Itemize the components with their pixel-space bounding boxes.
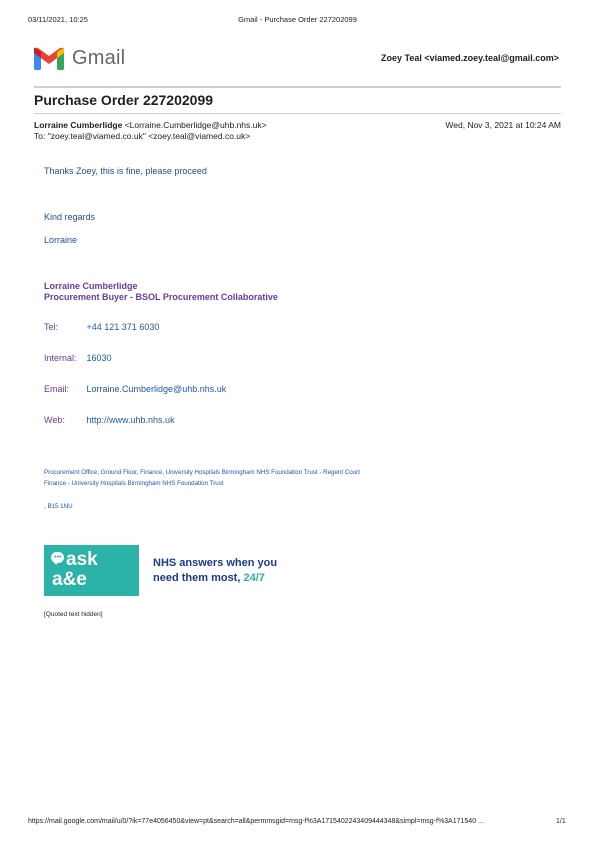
body-line-thanks: Thanks Zoey, this is fine, please proceed (44, 166, 207, 176)
header-divider (34, 86, 561, 88)
address-line-1: Procurement Office, Ground Floor, Finance, University Hospitals Birmingham NHS Foundation Trust - Regent Court (44, 469, 360, 476)
banner-message (139, 545, 314, 596)
banner-line-2-accent: 24/7 (243, 572, 265, 584)
web-label: Web: (44, 415, 65, 425)
quoted-text-toggle[interactable]: [Quoted text hidden] (44, 611, 103, 618)
signature-name: Lorraine Cumberlidge (44, 281, 138, 291)
internal-label: Internal: (44, 353, 77, 363)
email-label: Email: (44, 384, 70, 394)
signature-role: Procurement Buyer - BSOL Procurement Collaborative (44, 292, 278, 302)
web-link[interactable]: http://www.uhb.nhs.uk (86, 415, 175, 425)
email-subject: Purchase Order 227202099 (34, 92, 214, 108)
banner-teal-block (44, 545, 139, 596)
gmail-wordmark: Gmail (72, 46, 126, 69)
subject-divider (34, 113, 561, 114)
signature-tel (44, 322, 159, 332)
body-line-name: Lorraine (44, 235, 78, 245)
ask-ae-banner[interactable] (44, 545, 314, 596)
tel-value[interactable]: +44 121 371 6030 (86, 322, 160, 332)
account-label: Zoey Teal <viamed.zoey.teal@gmail.com> (380, 53, 559, 63)
banner-ae: a&e (52, 569, 87, 590)
signature-email (44, 384, 226, 394)
banner-line-2 (153, 572, 265, 584)
internal-value: 16030 (86, 353, 112, 363)
recipient-line: To: "zoey.teal@viamed.co.uk" <zoey.teal@viamed.co.uk> (34, 131, 251, 141)
print-url: https://mail.google.com/mail/u/0/?ik=77e4056450&view=pt&search=all&permmsgid=msg-f%3A1715402243409444348&simpl=msg-f%3A171540 ... (28, 818, 484, 825)
body-line-regards: Kind regards (44, 212, 96, 222)
gmail-logo (34, 44, 144, 72)
banner-ask: ask (66, 549, 98, 570)
tel-label: Tel: (44, 322, 59, 332)
banner-line-2-text: need them most, (153, 572, 244, 584)
gmail-m-icon (34, 47, 64, 70)
print-datetime: 03/11/2021, 10:25 (28, 15, 88, 24)
address-line-2: Finance - University Hospitals Birmingham NHS Foundation Trust (44, 480, 224, 487)
banner-line-1: NHS answers when you (153, 557, 278, 569)
sender-address[interactable]: <Lorraine.Cumberlidge@uhb.nhs.uk> (124, 120, 267, 130)
sender-line (34, 120, 267, 130)
address-postcode: , B15 1NU (44, 503, 73, 510)
email-link[interactable]: Lorraine.Cumberlidge@uhb.nhs.uk (86, 384, 227, 394)
email-date: Wed, Nov 3, 2021 at 10:24 AM (445, 120, 561, 130)
print-title: Gmail - Purchase Order 227202099 (238, 15, 357, 24)
bubble-dots-icon: ••• (54, 554, 62, 561)
print-page-number: 1/1 (556, 818, 566, 825)
sender-name: Lorraine Cumberlidge (34, 120, 123, 130)
signature-web (44, 415, 175, 425)
signature-internal (44, 353, 112, 363)
